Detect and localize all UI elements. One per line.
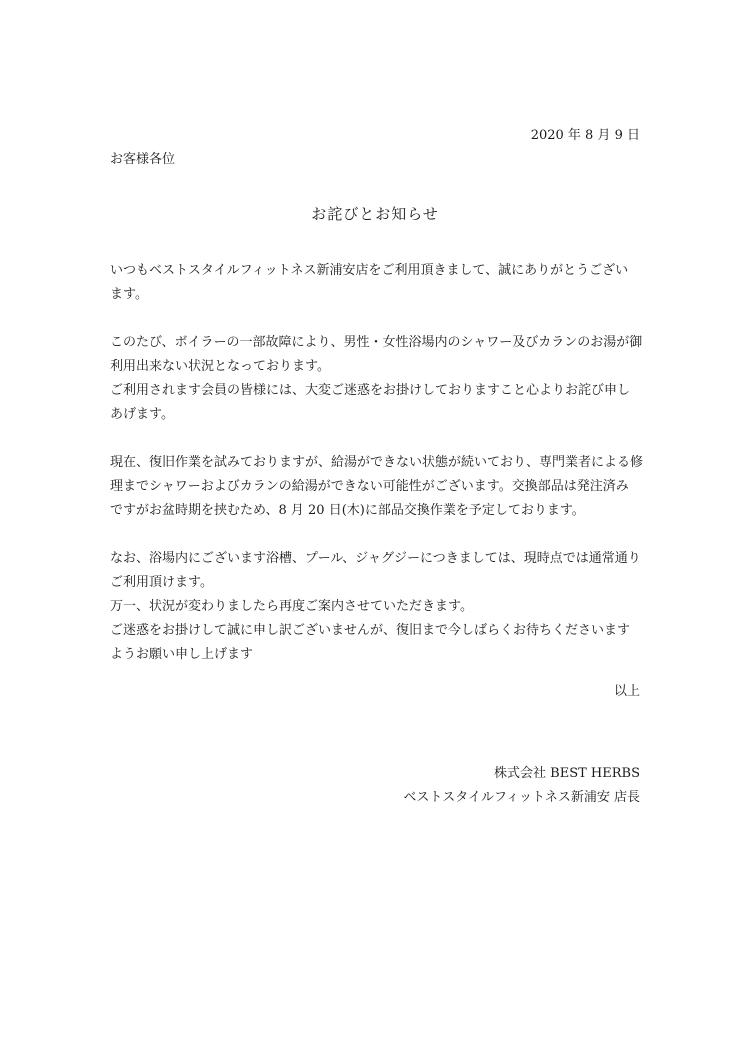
body-line: いつもベストスタイルフィットネス新浦安店をご利用頂きまして、誠にありがとうござい <box>110 263 629 278</box>
recipient-line: お客様各位 <box>110 152 176 167</box>
body-line: 万一、状況が変わりましたら再度ご案内させていただきます。 <box>110 599 473 614</box>
letter-body <box>110 259 645 691</box>
paragraph-notice <box>110 547 645 667</box>
signature-company: 株式会社 BEST HERBS <box>494 766 640 781</box>
paragraph-status <box>110 451 645 523</box>
paragraph-greeting <box>110 259 645 307</box>
body-line: 利用出来ない状況となっております。 <box>110 359 330 374</box>
paragraph-issue <box>110 331 645 427</box>
closing-mark: 以上 <box>613 684 640 699</box>
body-line: あげます。 <box>110 407 174 422</box>
body-line: ようお願い申し上げます <box>110 647 254 662</box>
body-line: このたび、ボイラーの一部故障により、男性・女性浴場内のシャワー及びカランのお湯が御 <box>110 335 643 350</box>
signature-store: ベストスタイルフィットネス新浦安 店長 <box>403 790 640 805</box>
body-line: ご迷惑をお掛けして誠に申し訳ございませんが、復旧まで今しばらくお待ちくださいます <box>110 623 631 638</box>
body-line: 現在、復旧作業を試みておりますが、給湯ができない状態が続いており、専門業者による修 <box>110 455 644 470</box>
body-line: ます。 <box>110 287 148 302</box>
letter-date: 2020 年 8 月 9 日 <box>530 128 640 143</box>
body-line: なお、浴場内にございます浴槽、プール、ジャグジーにつきましては、現時点では通常通り <box>110 551 641 566</box>
letter-title: お詫びとお知らせ <box>311 205 439 223</box>
body-line: 理までシャワーおよびカランの給湯ができない可能性がございます。交換部品は発注済み <box>110 479 629 494</box>
body-line: ご利用されます会員の皆様には、大変ご迷惑をお掛けしておりますこと心よりお詫び申し <box>110 383 631 398</box>
body-line: ですがお盆時期を挟むため、8 月 20 日(木)に部品交換作業を予定しております。 <box>110 503 585 518</box>
signature-block <box>403 762 640 810</box>
body-line: ご利用頂けます。 <box>110 575 213 590</box>
